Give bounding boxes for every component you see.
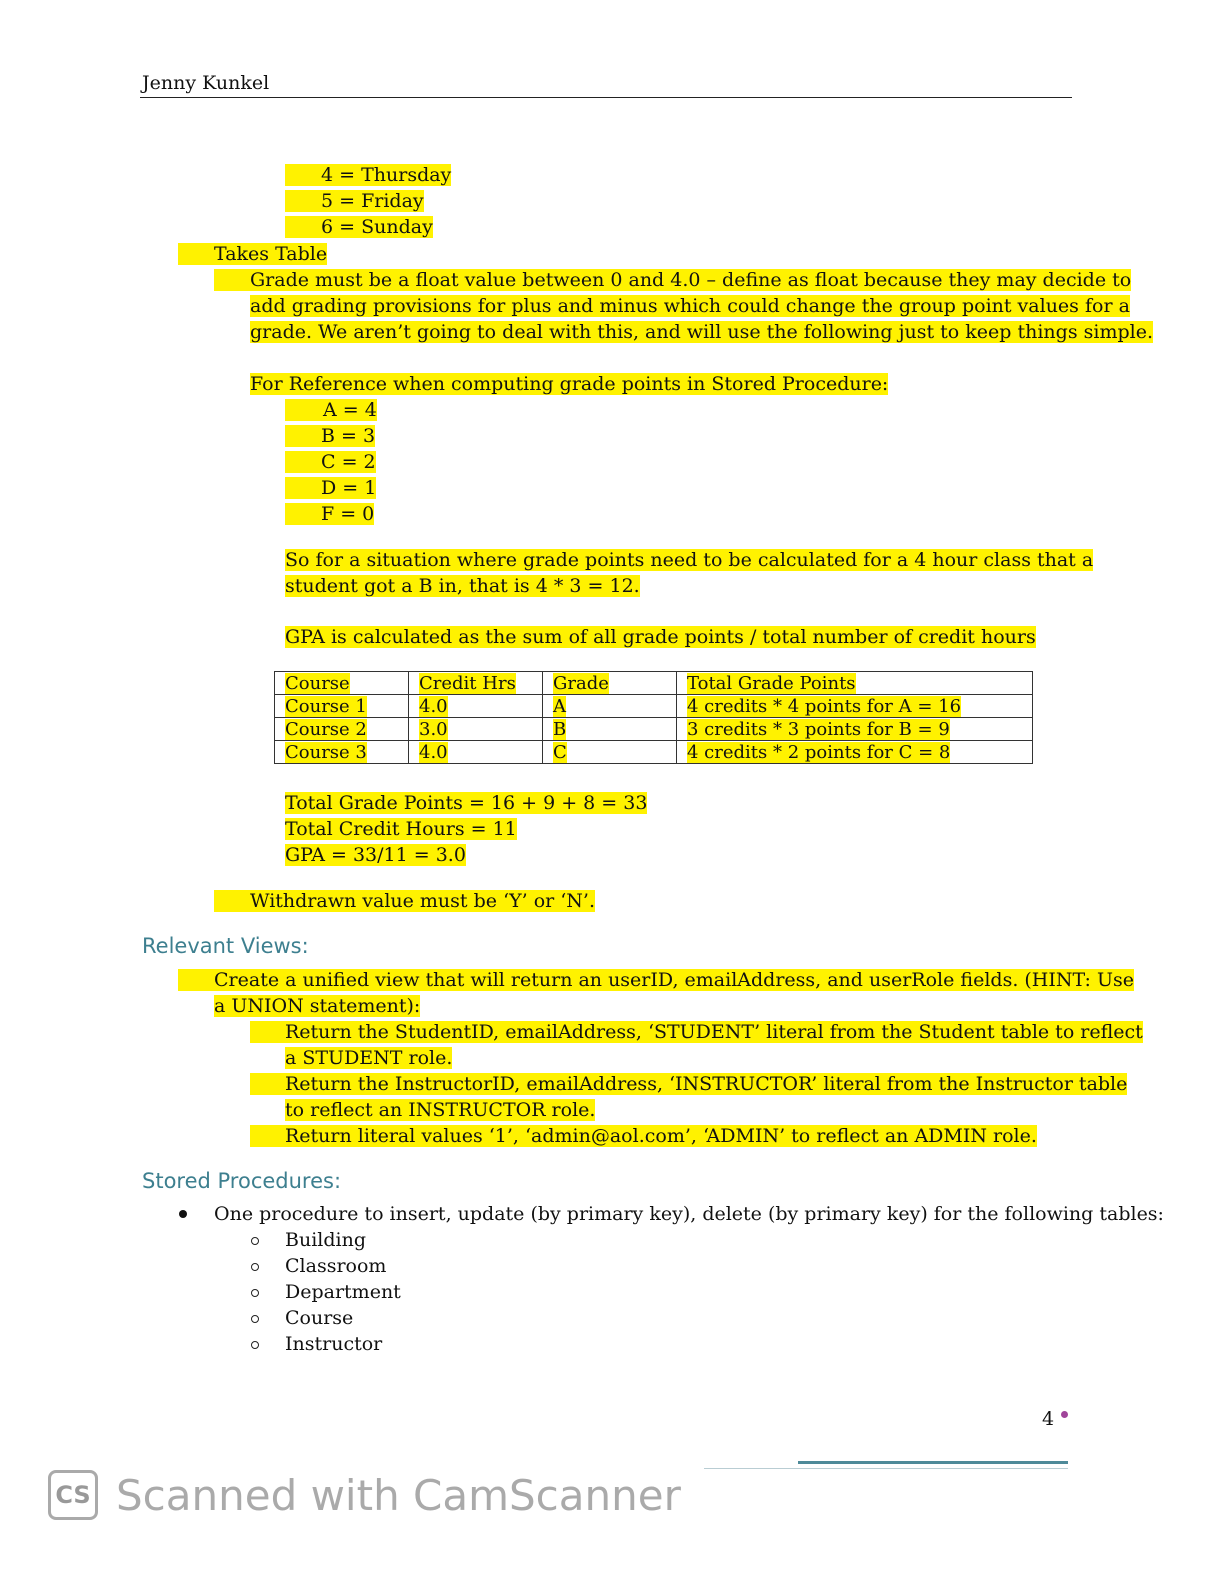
procedure-table-item: Department: [285, 1281, 401, 1303]
grade-item: D = 1: [285, 477, 376, 499]
table-header-cell: Grade: [553, 673, 609, 694]
grade-item: C = 2: [285, 451, 376, 473]
footer-accent-bar: [798, 1461, 1068, 1464]
camscanner-logo-icon: CS: [48, 1470, 98, 1520]
procedure-table-item: Building: [285, 1229, 366, 1251]
views-sub-line: a STUDENT role.: [285, 1047, 453, 1069]
views-main-line: Create a unified view that will return an userID, emailAddress, and userRole fields. (HINT: Use: [178, 969, 1134, 991]
round-bullet: [179, 1210, 187, 1218]
circle-bullet: [251, 1237, 259, 1245]
table-cell: B: [553, 719, 567, 740]
grade-table: [274, 671, 1033, 764]
table-header-cell: Credit Hrs: [419, 673, 516, 694]
circle-bullet: [251, 1289, 259, 1297]
table-header-cell: Course: [285, 673, 350, 694]
procedures-heading: Stored Procedures:: [142, 1169, 342, 1193]
circle-bullet: [251, 1315, 259, 1323]
procedure-table-item: Instructor: [285, 1333, 383, 1355]
table-row: [275, 695, 1033, 718]
grade-text-line: grade. We aren’t going to deal with this, and will use the following just to keep things simple.: [250, 321, 1153, 343]
table-cell: Course 2: [285, 719, 367, 740]
grade-text-line: Grade must be a float value between 0 and 4.0 – define as float because they may decide to: [214, 269, 1131, 291]
total-line: GPA = 33/11 = 3.0: [285, 844, 466, 866]
example-line: student got a B in, that is 4 * 3 = 12.: [285, 575, 640, 597]
procedures-main-line: One procedure to insert, update (by primary key), delete (by primary key) for the following tables:: [214, 1203, 1164, 1225]
table-cell: 4 credits * 2 points for C = 8: [687, 742, 951, 763]
page-number: 4: [1042, 1408, 1055, 1430]
table-cell: 4.0: [419, 742, 448, 763]
table-cell: Course 1: [285, 696, 367, 717]
views-sub-line: Return the InstructorID, emailAddress, ‘INSTRUCTOR’ literal from the Instructor table: [250, 1073, 1127, 1095]
header-author: Jenny Kunkel: [142, 72, 270, 94]
total-line: Total Credit Hours = 11: [285, 818, 517, 840]
views-sub-line: Return literal values ‘1’, ‘admin@aol.com’, ‘ADMIN’ to reflect an ADMIN role.: [250, 1125, 1037, 1147]
table-row: [275, 741, 1033, 764]
procedure-table-item: Course: [285, 1307, 354, 1329]
circle-bullet: [251, 1341, 259, 1349]
reference-line: For Reference when computing grade points in Stored Procedure:: [250, 373, 889, 395]
table-cell: 3 credits * 3 points for B = 9: [687, 719, 950, 740]
table-header-row: [275, 672, 1033, 695]
grade-item: B = 3: [285, 425, 375, 447]
views-main-line: a UNION statement):: [214, 995, 421, 1017]
grade-text-line: add grading provisions for plus and minus which could change the group point values for a: [250, 295, 1130, 317]
withdrawn-line: Withdrawn value must be ‘Y’ or ‘N’.: [214, 890, 595, 912]
page-dot-icon: [1061, 1411, 1068, 1418]
grade-item: F = 0: [285, 503, 374, 525]
day-item: 5 = Friday: [285, 190, 424, 212]
camscanner-watermark: [48, 1470, 681, 1520]
grade-item: A = 4: [285, 399, 377, 421]
table-row: [275, 718, 1033, 741]
views-sub-line: to reflect an INSTRUCTOR role.: [285, 1099, 596, 1121]
total-line: Total Grade Points = 16 + 9 + 8 = 33: [285, 792, 648, 814]
header-rule: [140, 97, 1072, 98]
table-cell: 3.0: [419, 719, 448, 740]
table-cell: Course 3: [285, 742, 367, 763]
circle-bullet: [251, 1263, 259, 1271]
table-cell: 4.0: [419, 696, 448, 717]
procedure-table-item: Classroom: [285, 1255, 387, 1277]
day-item: 6 = Sunday: [285, 216, 433, 238]
table-cell: A: [553, 696, 566, 717]
table-cell: 4 credits * 4 points for A = 16: [687, 696, 962, 717]
table-header-cell: Total Grade Points: [687, 673, 856, 694]
footer-rule: [704, 1468, 1068, 1469]
day-item: 4 = Thursday: [285, 164, 451, 186]
views-heading: Relevant Views:: [142, 934, 309, 958]
gpa-definition: GPA is calculated as the sum of all grade points / total number of credit hours: [285, 626, 1036, 648]
camscanner-text: Scanned with CamScanner: [116, 1470, 681, 1520]
takes-title: Takes Table: [178, 243, 327, 265]
views-sub-line: Return the StudentID, emailAddress, ‘STUDENT’ literal from the Student table to reflect: [250, 1021, 1143, 1043]
table-cell: C: [553, 742, 567, 763]
example-line: So for a situation where grade points need to be calculated for a 4 hour class that a: [285, 549, 1094, 571]
